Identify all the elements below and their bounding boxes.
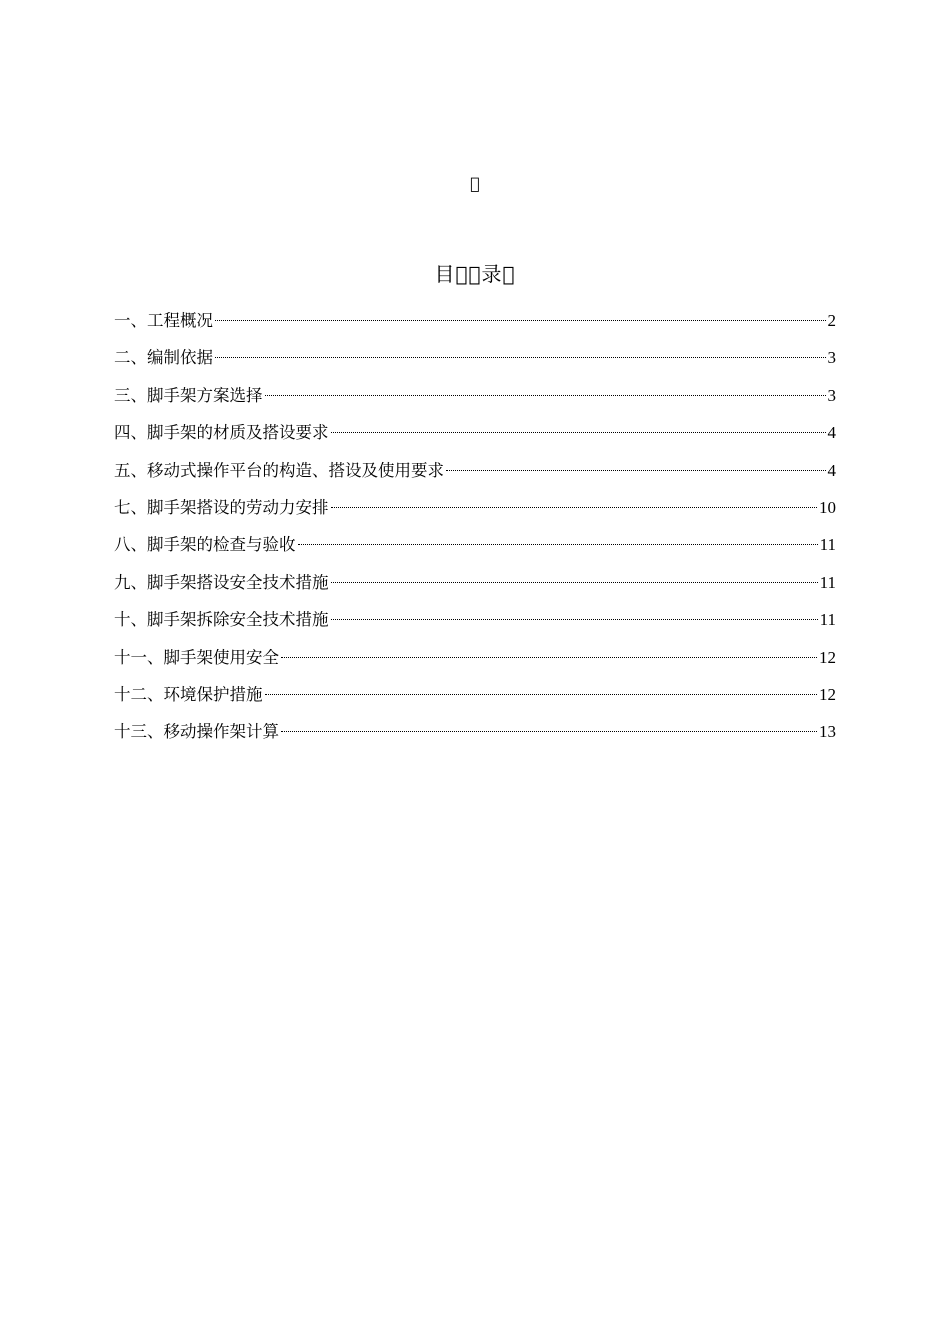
toc-entry-page: 11 xyxy=(819,610,836,630)
toc-entry-page: 12 xyxy=(819,647,836,667)
toc-entry-page: 3 xyxy=(827,385,836,405)
toc-dot-leader xyxy=(331,432,826,433)
toc-entry-page: 11 xyxy=(819,535,836,555)
header-mark xyxy=(0,172,950,196)
toc-entry[interactable] xyxy=(114,458,836,495)
toc-entry-label: 十三、移动操作架计算 xyxy=(114,722,279,742)
toc-entry[interactable] xyxy=(114,607,836,644)
toc-entry[interactable] xyxy=(114,308,836,345)
toc-dot-leader xyxy=(331,582,818,583)
toc-entry-page: 11 xyxy=(819,572,836,592)
toc-entry[interactable] xyxy=(114,495,836,532)
toc-entry-label: 十、脚手架拆除安全技术措施 xyxy=(114,610,329,630)
toc-entry-page: 4 xyxy=(827,460,836,480)
toc-title: 目 录 xyxy=(450,262,500,286)
toc-entry-page: 12 xyxy=(819,684,836,704)
toc-entry[interactable] xyxy=(114,570,836,607)
toc-dot-leader xyxy=(281,657,817,658)
toc-entry-label: 九、脚手架搭设安全技术措施 xyxy=(114,572,329,592)
toc-entry-label: 十一、脚手架使用安全 xyxy=(114,647,279,667)
toc-entry[interactable] xyxy=(114,383,836,420)
toc-dot-leader xyxy=(215,357,826,358)
toc-entry[interactable] xyxy=(114,420,836,457)
toc-dot-leader xyxy=(281,731,817,732)
toc-entry-label: 一、工程概况 xyxy=(114,311,213,330)
toc-entry[interactable] xyxy=(114,532,836,569)
toc-dot-leader xyxy=(298,544,818,545)
toc-entry-label: 八、脚手架的检查与验收 xyxy=(114,535,296,555)
toc-entry-label: 二、编制依据 xyxy=(114,348,213,368)
toc-entry-page: 10 xyxy=(819,497,836,517)
toc-entry-page: 3 xyxy=(827,348,836,368)
toc-entry-page: 4 xyxy=(827,423,836,443)
toc-entry-label: 七、脚手架搭设的劳动力安排 xyxy=(114,497,329,517)
toc-entry-label: 三、脚手架方案选择 xyxy=(114,385,263,405)
toc-dot-leader xyxy=(331,507,818,508)
toc-entry-label: 四、脚手架的材质及搭设要求 xyxy=(114,423,329,443)
toc-dot-leader xyxy=(265,395,826,396)
toc-entry[interactable] xyxy=(114,645,836,682)
toc-entry[interactable] xyxy=(114,682,836,719)
toc-entry[interactable] xyxy=(114,719,836,756)
toc-dot-leader xyxy=(446,470,826,471)
toc-entry-label: 十二、环境保护措施 xyxy=(114,684,263,704)
toc-entry-label: 五、移动式操作平台的构造、搭设及使用要求 xyxy=(114,460,444,480)
toc-entry[interactable] xyxy=(114,345,836,382)
toc-dot-leader xyxy=(331,619,818,620)
toc-list xyxy=(114,308,836,757)
toc-entry-page: 13 xyxy=(819,722,836,742)
toc-entry-page: 2 xyxy=(827,311,836,330)
toc-dot-leader xyxy=(215,320,826,321)
toc-dot-leader xyxy=(265,694,818,695)
